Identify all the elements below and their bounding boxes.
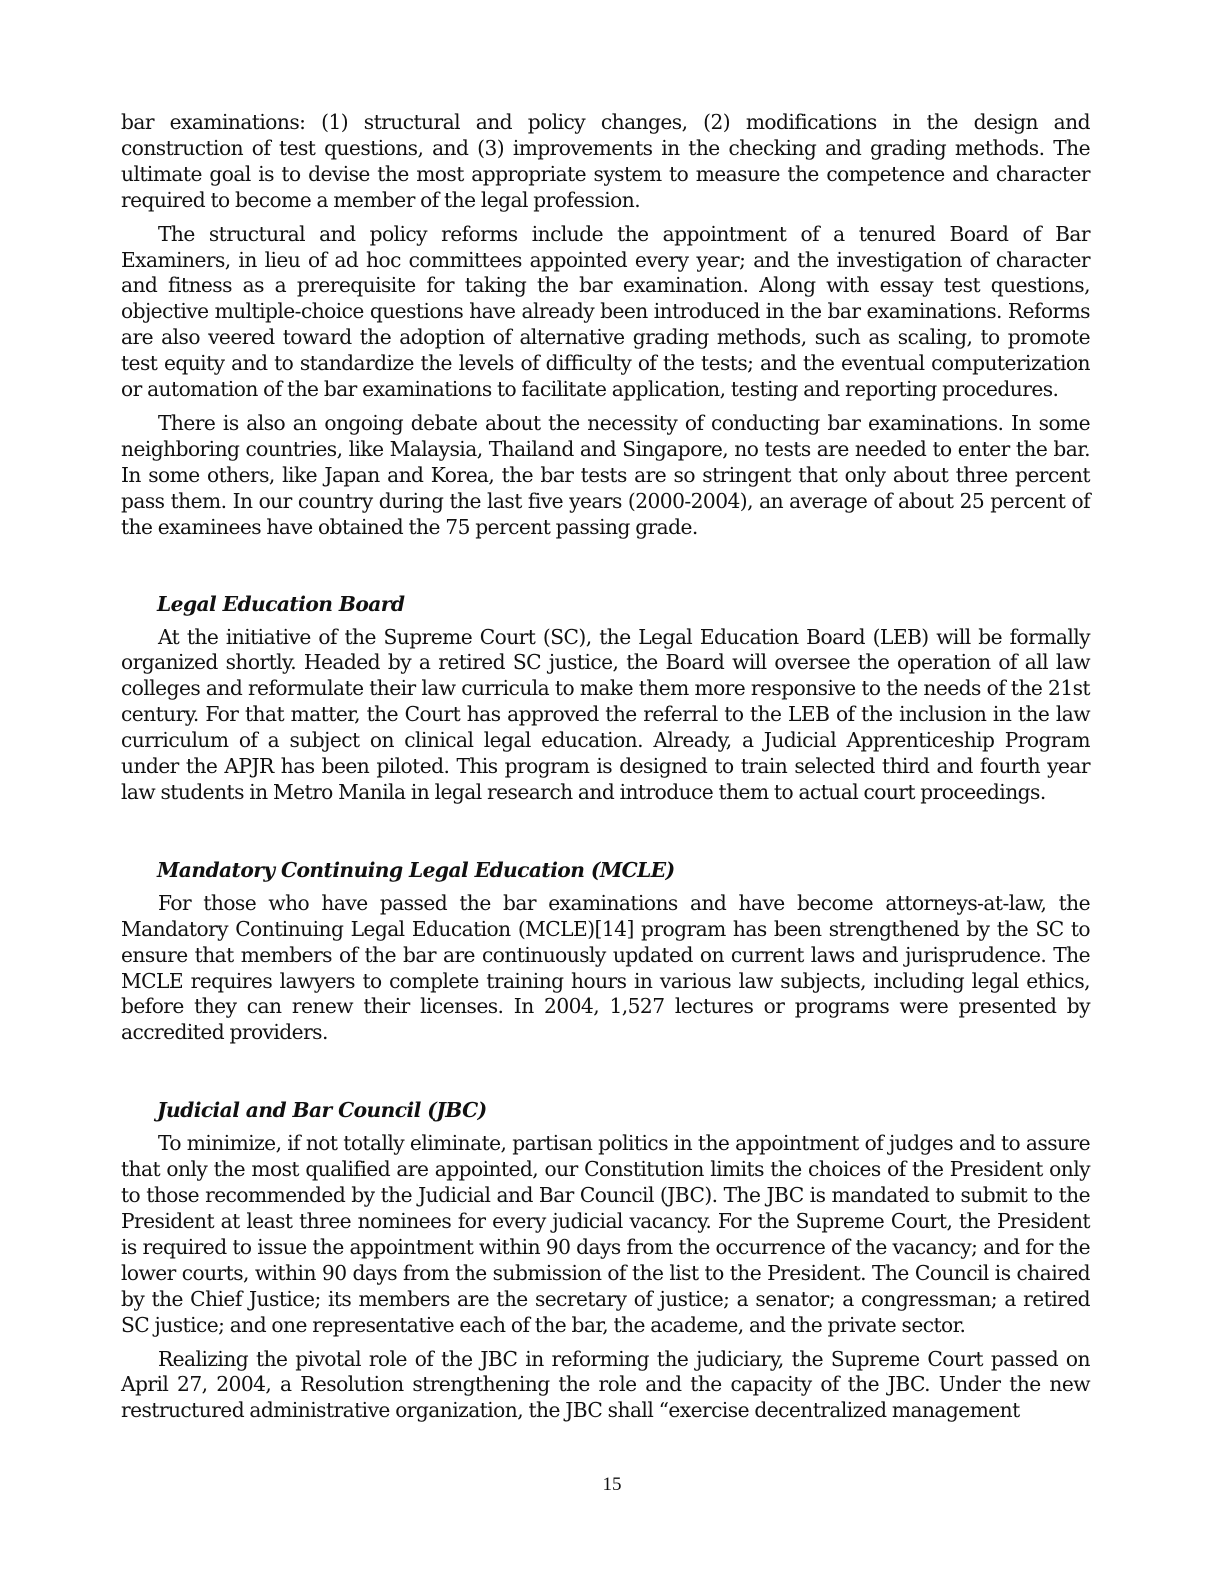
jbc-resolution-paragraph: Realizing the pivotal role of the JBC in reforming the judiciary, the Supreme Court passed on April 27, 2004, a Resolution strengthening the role and the capacity of the JBC. Under the new restructured administrative organization, the JBC shall “exercise decentralized management	[121, 1346, 1090, 1423]
jbc-paragraph: To minimize, if not totally eliminate, partisan politics in the appointment of judges and to assure that only the most qualified are appointed, our Constitution limits the choices of the President only to those recommended by the Judicial and Bar Council (JBC). The JBC is mandated to submit to the President at least three nominees for every judicial vacancy. For the Supreme Court, the President is required to issue the appointment within 90 days from the occurrence of the vacancy; and for the lower courts, within 90 days from the submission of the list to the President. The Council is chaired by the Chief Justice; its members are the secretary of justice; a senator; a congressman; a retired SC justice; and one representative each of the bar, the academe, and the private sector.	[121, 1131, 1090, 1337]
page-number: 15	[602, 1474, 622, 1495]
leb-paragraph: At the initiative of the Supreme Court (SC), the Legal Education Board (LEB) will be formally organized shortly. Headed by a retired SC justice, the Board will oversee the operation of all law colleges and reformulate their law curricula to make them more responsive to the needs of the 21st century. For that matter, the Court has approved the referral to the LEB of the inclusion in the law curriculum of a subject on clinical legal education. Already, a Judicial Apprenticeship Program under the APJR has been piloted. This program is designed to train selected third and fourth year law students in Metro Manila in legal research and introduce them to actual court proceedings.	[121, 624, 1090, 804]
structural-reforms-paragraph: The structural and policy reforms include the appointment of a tenured Board of Bar Examiners, in lieu of ad hoc committees appointed every year; and the investigation of character and fitness as a prerequisite for taking the bar examination. Along with essay test questions, objective multiple-choice questions have already been introduced in the bar examinations. Reforms are also veered toward the adoption of alternative grading methods, such as scaling, to promote test equity and to standardize the levels of difficulty of the tests; and the eventual computerization or automation of the bar examinations to facilitate application, testing and reporting procedures.	[121, 221, 1090, 402]
jbc-heading: Judicial and Bar Council (JBC)	[157, 1098, 487, 1123]
mcle-heading: Mandatory Continuing Legal Education (MCLE)	[157, 857, 675, 882]
document-page	[121, 110, 1090, 1424]
leb-heading: Legal Education Board	[157, 591, 405, 616]
mcle-paragraph: For those who have passed the bar examinations and have become attorneys-at-law, the Mandatory Continuing Legal Education (MCLE)[14] program has been strengthened by the SC to ensure that members of the bar are continuously updated on current laws and jurisprudence. The MCLE requires lawyers to complete training hours in various law subjects, including legal ethics, before they can renew their licenses. In 2004, 1,527 lectures or programs were presented by accredited providers.	[121, 890, 1090, 1045]
intro-continuation-paragraph: bar examinations: (1) structural and policy changes, (2) modifications in the design and construction of test questions, and (3) improvements in the checking and grading methods. The ultimate goal is to devise the most appropriate system to measure the competence and character required to become a member of the legal profession.	[121, 110, 1090, 212]
bar-exam-debate-paragraph: There is also an ongoing debate about the necessity of conducting bar examinations. In some neighboring countries, like Malaysia, Thailand and Singapore, no tests are needed to enter the bar. In some others, like Japan and Korea, the bar tests are so stringent that only about three percent pass them. In our country during the last five years (2000-2004), an average of about 25 percent of the examinees have obtained the 75 percent passing grade.	[121, 410, 1090, 539]
